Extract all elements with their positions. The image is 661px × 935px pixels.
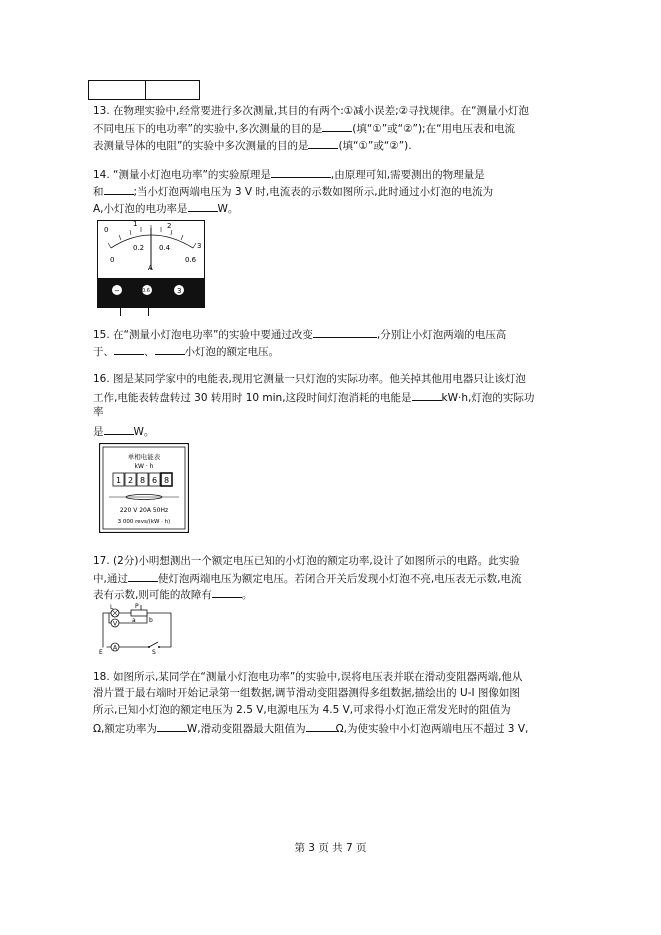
q14-blank-2[interactable] bbox=[104, 183, 134, 195]
q14-text: 14. “测量小灯泡电功率”的实验原理是 bbox=[93, 169, 271, 181]
q13-text: 表测量导体的电阻”的实验中多次测量的目的是 bbox=[93, 140, 309, 152]
q14-line-3 bbox=[93, 200, 238, 216]
q13-text: 不同电压下的电功率”的实验中,多次测量的目的是 bbox=[93, 123, 323, 135]
ammeter-top-tick: 2 bbox=[167, 222, 172, 230]
ammeter-lead-right bbox=[148, 308, 149, 316]
q15-blank-3[interactable] bbox=[155, 343, 185, 355]
q13-blank-2[interactable] bbox=[308, 137, 338, 149]
q16-blank-2[interactable] bbox=[104, 423, 134, 435]
q16-text: 工作,电能表转盘转过 30 转用时 10 min,这段时间灯泡消耗的电能是 bbox=[93, 392, 412, 404]
q16-text: kW·h,灯泡的实际功 bbox=[441, 392, 535, 404]
circuit-label-L: L bbox=[110, 604, 114, 611]
circuit-loop bbox=[103, 613, 171, 647]
q18-line-4 bbox=[93, 720, 528, 736]
ammeter-bottom-tick: 0.4 bbox=[159, 244, 171, 252]
ammeter-lead-left bbox=[120, 308, 121, 316]
q14-text: 和 bbox=[93, 186, 104, 198]
q15-text: ,分别让小灯泡两端的电压高 bbox=[376, 329, 507, 341]
ammeter-letter: A bbox=[113, 644, 118, 652]
q14-blank-3[interactable] bbox=[188, 200, 218, 212]
circuit-label-E: E bbox=[99, 649, 103, 655]
q16-text: 是 bbox=[93, 426, 104, 438]
circuit-label-P: P bbox=[135, 603, 139, 610]
q17-text: 使灯泡两端电压为额定电压。若闭合开关后发现小灯泡不亮,电压表无示数,电流 bbox=[157, 573, 522, 585]
q18-blank-2[interactable] bbox=[306, 720, 336, 732]
energy-meter-rev: 3 000 revs/(kW · h) bbox=[117, 519, 171, 525]
ammeter-bottom-tick: 0.6 bbox=[185, 256, 197, 264]
energy-meter-digit: 8 bbox=[163, 476, 170, 485]
q14-line-1 bbox=[93, 166, 485, 182]
q18-blank-1[interactable] bbox=[157, 720, 187, 732]
q18-text: Ω,额定功率为 bbox=[93, 723, 157, 735]
circuit-label-a: a bbox=[132, 617, 136, 624]
q14-text: W。 bbox=[217, 203, 239, 215]
q14-text: ;当小灯泡两端电压为 3 V 时,电流表的示数如图所示,此时通过小灯泡的电流为 bbox=[133, 186, 494, 198]
ammeter-unit: A bbox=[148, 264, 153, 272]
voltmeter-letter: V bbox=[113, 620, 118, 628]
circuit-label-S: S bbox=[152, 649, 156, 655]
q15-text: 、 bbox=[144, 346, 155, 358]
energy-meter-title: 单相电能表 bbox=[127, 453, 161, 461]
ammeter-bottom-tick: 0.2 bbox=[133, 244, 145, 252]
energy-meter-digit: 1 bbox=[115, 476, 122, 485]
q18-text: W,滑动变阻器最大阻值为 bbox=[186, 723, 306, 735]
q17-blank-1[interactable] bbox=[128, 570, 158, 582]
q14-text: ,由原理可知,需要测出的物理量是 bbox=[330, 169, 485, 181]
q18-line-3: 所示,已知小灯泡的额定电压为 2.5 V,电源电压为 4.5 V,可求得小灯泡正常发光时的阻值为 bbox=[93, 704, 511, 716]
ammeter-bottom-tick: 0 bbox=[110, 256, 115, 264]
q17-line-3 bbox=[93, 586, 252, 602]
q17-line-2 bbox=[93, 570, 522, 586]
page-footer: 第 3 页 共 7 页 bbox=[294, 842, 367, 854]
q18-text: Ω,为使实验中小灯泡两端电压不超过 3 V, bbox=[335, 723, 529, 735]
q16-line-3: 率 bbox=[93, 406, 104, 418]
q16-line-4 bbox=[93, 423, 154, 439]
score-box bbox=[88, 80, 200, 100]
q13-line-3 bbox=[93, 137, 412, 153]
q15-text: 15. 在“测量小灯泡电功率”的实验中要通过改变 bbox=[93, 329, 313, 341]
q13-text: (填“①”或“②”). bbox=[338, 140, 412, 152]
q17-blank-2[interactable] bbox=[212, 586, 242, 598]
ammeter-top-tick: 1 bbox=[133, 220, 138, 228]
ammeter-terminal-label: 3 bbox=[177, 287, 182, 295]
q15-line-1 bbox=[93, 326, 506, 342]
q15-text: 小灯泡的额定电压。 bbox=[184, 346, 279, 358]
q17-text: 中,通过 bbox=[93, 573, 128, 585]
switch-symbol bbox=[148, 642, 160, 648]
energy-meter-digits bbox=[113, 473, 172, 486]
energy-meter-spec: 220 V 20A 50Hz bbox=[119, 507, 169, 514]
q13-text: (填“①”或“②”);在“用电压表和电流 bbox=[352, 123, 516, 135]
q17-line-1: 17. (2分)小明想测出一个额定电压已知的小灯泡的额定功率,设计了如图所示的电路。此实验 bbox=[93, 555, 520, 567]
q16-line-2 bbox=[93, 389, 534, 405]
ammeter-terminal-label: 0.6 bbox=[142, 288, 150, 294]
energy-meter-figure bbox=[99, 443, 189, 533]
ammeter-top-tick: 3 bbox=[197, 242, 202, 250]
q15-line-2 bbox=[93, 343, 279, 359]
circuit-diagram bbox=[97, 603, 177, 655]
circuit-label-b: b bbox=[149, 617, 153, 624]
q13-blank-1[interactable] bbox=[322, 120, 352, 132]
ammeter-terminal-label: − bbox=[114, 287, 120, 295]
q16-blank-1[interactable] bbox=[412, 389, 442, 401]
energy-meter-digit: 8 bbox=[139, 476, 146, 485]
q18-line-1: 18. 如图所示,某同学在“测量小灯泡电功率”的实验中,误将电压表并联在滑动变阻器两端,他从 bbox=[93, 671, 523, 683]
q15-blank-1[interactable] bbox=[313, 326, 377, 338]
q13-line-2 bbox=[93, 120, 515, 136]
ammeter-top-tick: 0 bbox=[104, 226, 109, 234]
energy-meter-unit: kW · h bbox=[134, 463, 154, 470]
q18-line-2: 滑片置于最右端时开始记录第一组数据,调节滑动变阻器测得多组数据,描绘出的 U-I 图像如图 bbox=[93, 687, 520, 699]
q14-text: A,小灯泡的电功率是 bbox=[93, 203, 188, 215]
energy-meter-digit: 6 bbox=[151, 476, 158, 485]
q13-line-1: 13. 在物理实验中,经常要进行多次测量,其目的有两个:①减小误差;②寻找规律。在“测量小灯泡 bbox=[93, 105, 530, 117]
q17-text: 。 bbox=[241, 589, 253, 601]
score-cell-label bbox=[89, 81, 146, 99]
q16-text: W。 bbox=[133, 426, 155, 438]
q15-text: 于、 bbox=[93, 346, 114, 358]
q17-text: 表有示数,则可能的故障有 bbox=[93, 589, 212, 601]
ammeter-figure bbox=[97, 220, 205, 308]
q15-blank-2[interactable] bbox=[114, 343, 144, 355]
q16-line-1: 16. 图是某同学家中的电能表,现用它测量一只灯泡的实际功率。他关掉其他用电器只让该灯泡 bbox=[93, 373, 526, 385]
energy-meter-digit: 2 bbox=[127, 476, 134, 485]
q14-line-2 bbox=[93, 183, 493, 199]
rheostat bbox=[131, 610, 147, 616]
q14-blank-1[interactable] bbox=[271, 166, 331, 178]
